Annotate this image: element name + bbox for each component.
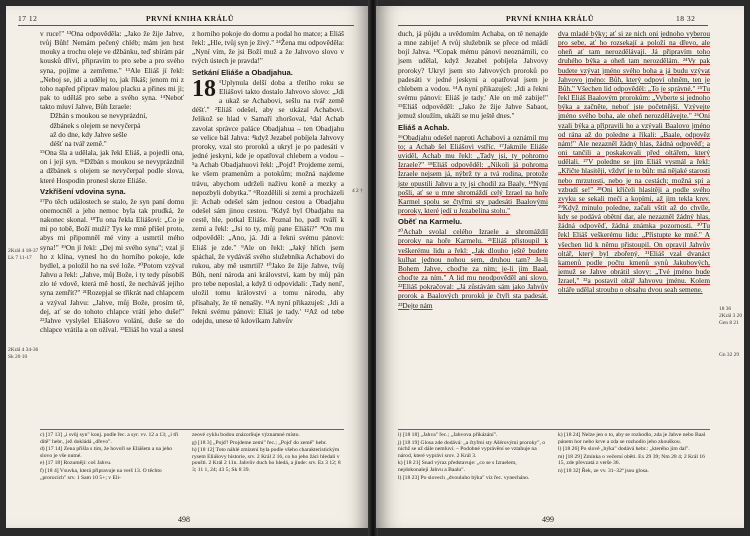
- left-footnotes-1: [40, 432, 184, 482]
- poem-line: džbánek s olejem se nevyčerpá: [50, 120, 141, 130]
- right-page: [376, 6, 744, 528]
- poem-line: Džbán s moukou se nevyprázdní,: [50, 111, 148, 121]
- paragraph: z horního pokoje do domu a podal ho matce; a Eliáš řekl: „Hle, tvůj syn je živý." ²⁴Žena mu odpověděla: „Nyní vím, že jsi Boží muž a že Jahvovo slovo v tvých ústech je pravda!": [192, 29, 344, 66]
- footnote: zeové cyklu bodou znázorňuje významné místo.: [192, 432, 300, 438]
- margin-ref: Sk 20 10: [8, 354, 28, 360]
- right-header-verse: 18 32: [676, 14, 696, 23]
- footnote: k) [18 24] Nelze jen o to, aby se rozhodlo, zda je Jahve nebo Baal pánem hor nebo krve a zda se rozhodlo jeho zkouškou.: [558, 432, 706, 445]
- footnote-rule: [398, 429, 710, 430]
- margin-ref: Gen 8 21: [719, 320, 739, 326]
- footnote-rule: [40, 429, 344, 430]
- paragraph: duch, já půjdu a uvědomím Achaba, on tě nenajde a mne zabije! A tvůj služebník se přece od mládí bojí Jahva. ¹³Copak mému pánovi neoznámili, co jsem udělal, když Jezabel pobíjela Jahvovy proroky? Ukryl jsem sto Jahvových proroků po padesáti v jedné jeskyni a opatřoval jsem je chlebem a vodou. ¹⁴A nyní přikazuješ: ‚Jdi a řekni svému pánovi: Eliáš je tady.' Ale on mě zabije!" ¹⁵Eliáš odpověděl: „Jako že žije Jahve Sabaot, jemuž sloužím, ukáži se mu ještě dnes.": [398, 29, 548, 121]
- chapter-text: ¹Uplynula delší doba a třetího roku se Eliášovi takto dostalo Jahvovo slovo: „Jdi a ukaž se Achabovi, sešlu na tvář země déšť." ²Eliáš odešel, aby se ukázal Achabovi. Jelikož se hlad v Samaří zhoršoval, ³dal Achab zavolat správce paláce Obadjahua – ten Obadjahu se velice bál Jahva: ⁴když Jezabel pobíjela Jahvovy proroky, vzal sto proroků a ukryl je po padesáti v jedné jeskyni, kde je opatřoval chlebem a vodou – ⁵a Achab Obadjahuovi řekl: „Pojď! Projdeme zemi, ke všem pramenům a potokům; možná najdeme trávu, abychom udrželi naživu koně a mezky a nepozbyli dobytka." ⁶Rozdělili si zemi a procházeli ji: Achab odešel sám jednou cestou a Obadjahu odešel sám jinou cestou. ⁷Když byl Obadjahu na cestě, hle, potkal Eliáše. Poznal ho, padl tváří k zemi a řekl: „Jsi to ty, můj pane Eliáši?" ⁸On mu odpověděl: „Ano, já. Jdi a řekni svému pánovi: Eliáš je zde." ⁹Ale on řekl: „Jaký hřích jsem spáchal, že vydáváš svého služebníka Achabovi do rukou, aby mě usmrtil? ¹⁰Jako že žije Jahve, tvůj Bůh, není národa ani království, kam by můj pán pro tebe neposlal, a když ti odpovídali: ‚Tady není', uložil tomu království a tomu národu, aby přísahaly, že tě nenašly. ¹¹A nyní přikazuješ: ‚Jdi a řekni svému pánovi: Eliáš je tady.' ¹²Až od tebe odejdu, unese tě kdovíkam Jahvův: [192, 77, 344, 325]
- margin-ref: Lk 7 11-17: [8, 255, 32, 261]
- left-page-number: 498: [178, 515, 190, 524]
- paragraph: [192, 75, 344, 325]
- left-page: [6, 6, 370, 528]
- left-header-verse: 17 12: [18, 14, 38, 23]
- right-column-1: [398, 29, 548, 310]
- chapter-number: 18: [192, 75, 216, 102]
- footnote: l) [18 23] Po slovech „dvouluho býka" viz řec. vynecháno.: [398, 474, 530, 481]
- footnote: g) [18 3] „Pojď! Projdeme zemi" řec.; „Pojď do země" hebr.: [192, 439, 327, 446]
- margin-ref: 18 36: [719, 306, 732, 312]
- footnote: l) [18 26] Po slově „býka" dodává hebr.: „kterého jim dal".: [558, 446, 690, 453]
- margin-ref: 4 2 †: [352, 188, 363, 194]
- margin-ref: 2Král 4 34-36: [8, 347, 39, 353]
- section-heading: Eliáš a Achab.: [398, 122, 450, 132]
- right-column-2: [558, 29, 710, 295]
- right-footnotes-1: [398, 432, 548, 482]
- left-footnotes-2: [192, 432, 344, 475]
- right-page-number: 499: [542, 515, 554, 524]
- margin-ref: 2Král 3 20: [719, 313, 743, 319]
- poem-line: až do dne, kdy Jahve sešle: [50, 129, 127, 139]
- section-heading: Vzkříšení vdovina syna.: [40, 186, 126, 196]
- footnote: k) [18 21] Snad výraz představuje: „co se s Izraelem, nejdokonaleji Jahvu a Baalu".: [398, 460, 517, 473]
- paragraph-underlined: ¹⁶Obadjahu odešel naproti Achabovi a oznámil mu to; a Achab šel Eliášovi vstříc. ¹⁷Jakmile Eliáše uviděl, Achab mu řekl: „Tady jsi, ty pohromo Izraele?" ¹⁸Eliáš odpověděl: „Nikoli já pohroma Izraele nejsem já, nýbrž ty a tvá rodina, protože jste opustili Jahvu a ty jsi chodil za Baaly. ¹⁹Nyní pošli, ať se u mne shromáždí celý Izrael na hoře Karmel spolu se čtyřmi sty padesáti Baalovými proroky, které jedí u Jezabelina stolu.": [398, 132, 548, 215]
- right-header-rule: [398, 25, 708, 26]
- footnote: f) [18 4] Vsuvka, která připravuje na verš 13. O těchto „prorocích" srv. 1 Sam 10 5+; v Eli-: [40, 467, 162, 481]
- left-running-title: PRVNÍ KNIHA KRÁLŮ: [146, 14, 234, 23]
- footnote: h) [18 12] Toto náhlé zmizení byla podle všeho charakteristickým rysem Eliášovy historie, srv. 2 Král 2 16, co ho jeho žáci hledali v poušti. 2 Král 2 11n. Jahvův duch ho hledá, a jinde: srv. Ez 3 12; 8 3; 11 1, 24; 43 5; Sk 8 39.: [192, 447, 341, 473]
- paragraph-underlined: dva mladé býky; ať si ze nich oni jednoho vyberou pro sebe, ať ho rozsekají a položí na dřevo, ale oheň ať tam nerozdělávají. Já připravím toho druhého býka a oheň tam nerozdělám. ²⁴Vy pak budete vzývat jméno svého boha a já budu vzývat Jahvovo jméno: Bůh, který odpoví ohněm, ten je Bůh." Všechen lid odpověděl: „To je správné." ²⁵Tu řekl Eliáš Baalovým prorokům: „Vyberte si jednoho býka a začněte, neboť jste početnější. Vzývejte jméno svého boha, ale oheň nerozdělávejte." ²⁶Oni vzali býka a připravili ho a vzývali Baalovo jméno od rána až do poledne a říkali: „Baale, odpověz nám!" Ale nezazněl žádný hlas, žádná odpověď; a oni tančili a poskakovali před oltářem, který udělali. ²⁷V poledne se jim Eliáš vysmál a řekl: „Křičte hlasitěji, vždyť je to bůh: má nějaké starosti nebo mrzutosti, nebo je na cestách; možná spí a vzbudí se!" ²⁸Oni křičeli hlasitěji a podle svého zvyku se sekali mečí a kopími, až jim tekla krev. ²⁹Když minulo poledne, začali vštít až do chvíle, kdy se podává obětní dar, ale nezazněl žádný hlas, žádná odpověď, žádná známka pozornosti. ³⁰Tu řekl Eliáš veškerému lidu: „Přistupte ke mně." A všechen lid k němu přistoupil. On opravil Jahvův oltář, který byl zbořený. ³¹Eliáš vzal dvanáct kamenů podle počtu kmenů synů Jakubových, jemuž se Jahve obrátil slovy: „Tvé jméno bude Izrael," ³²a postavil oltář Jahvovu jménu. Kolem oltáře udělal strouhu o obsahu dvou seah semene.: [558, 29, 710, 295]
- paragraph: v ruce!" ¹³Ona odpověděla: „Jako že žije Jahve, tvůj Bůh! Nemám pečený chléb; mám jen hrst mouky a trochu oleje ve džbánku, teď sbírám pár kousků dříví, připravím to pro sebe a pro svého syna, pojíme a zemřeme." ¹³Ale Eliáš jí řekl: „Neboj se, jdi a udělej to, jak říkáš; jenom mi z toho napřed připrav malou placku a přines mi ji; pak to uděláš pro sebe a svého syna. ¹⁴Neboť takto mluví Jahve, Bůh Izraele:: [40, 29, 184, 112]
- left-column-2: [192, 29, 344, 325]
- paragraph: ¹⁵Ona šla a udělala, jak řekl Eliáš, a pojedli ona, on i její syn. ¹⁶Džbán s moukou se nevyprázdnil a džbánek s olejem se nevyčerpal podle slova, které Hospodin pronesl skrze Eliáše.: [40, 148, 184, 185]
- footnote: d) [17 14] Zena přišla s tím, že hovoří se Eliášem a na jeho slovo je vše nutné.: [40, 446, 173, 459]
- margin-ref: 2Král 4 18-37: [8, 248, 39, 254]
- footnote: i) [18 18] „Jahva" řec.; „Jahvova přikázání".: [398, 432, 498, 438]
- footnote: m) [18 29] Zmínka o večerní oběti. Ex 29 39; Nm 28 4; 2 Král 16 15, zde převzatá z verše 36.: [558, 453, 705, 467]
- right-running-title: PRVNÍ KNIHA KRÁLŮ: [506, 14, 594, 23]
- footnote: c) [17 13] „i svůj syn" konj. podle řec. a syr. vv. 12 a 13; „i tři dítě" hebr., jež dokládá „dřevo".: [40, 432, 179, 445]
- poem-line: déšť na tvář země.": [50, 138, 107, 148]
- section-heading: Oběť na Karmelu.: [398, 217, 462, 227]
- paragraph: ¹⁷Po těch událostech se stalo, že syn paní domu onemocněl a jeho nemoc byla tak prudká, že nakonec skonal. ¹⁸Tu ona řekla Eliášovi: „Co je mi po tobě, Boží muži? Tys ke mně přišel proto, abys mi připomněl mé viny a usmrtil mého syna!" ¹⁹On jí řekl: „Dej mi svého syna"; vzal jí ho z klína, vynesl ho do horního pokoje, kde bydlel, a položil ho na své lože. ²⁰Potom vzýval Jahvu a řekl: „Jahve, můj Bože, i ty tedy působíš zlo té vdově, která mě hostí, že necháváš jejího syna zemřít?" ²¹Rozepjal se třikrát nad chlapcem a vzýval Jahvu: „Jahve, můj Bože, prosím tě, dej, ať se do tohoto chlapce vrátí jeho duše!" ²²Jahve vyslyšel Eliášovo volání, duše se do chlapce vrátila a on ožíval. ²³Eliáš ho vzal a snesl: [40, 196, 184, 334]
- footnote: j) [18 19] Glosa zde dodává: „a čtyřmi sty Ašérovými proroky", o nichž se už dále nemluví. – Podobné vyprávění se vztahuje na národ, které vypráví srov. 2 Král 3.: [398, 439, 546, 459]
- left-header-rule: [18, 25, 354, 26]
- right-footnotes-2: [558, 432, 710, 476]
- left-column-1: [40, 29, 184, 334]
- margin-ref: Gn 32 29: [719, 352, 740, 358]
- section-heading: Setkání Eliáše a Obadjahua.: [192, 67, 293, 77]
- footnote: e) [17 18] Rozumějí: coš Jahvu.: [40, 460, 112, 467]
- paragraph-underlined: ²⁰Achab svolal celého Izraele a shromáždil proroky na hoře Karmelu. ²¹Eliáš přistoupil k veškerému lidu a řekl: „Jak dlouho ještě budete kulhat jednou nohou sem, druhou tam? Je-li Bohem Jahve, choďte za ním; je-li jím Baal, choďte za ním." A lid mu neodpověděl ani slovo. ²²Eliáš pokračoval: „Já zůstávám sám jako Jahvův prorok a Baalových proroků je čtyři sta padesát. ²³Dejte nám: [398, 227, 548, 310]
- footnote: n) [18 32] Řek, ze vv. 31–32ª jsou glosa.: [558, 467, 649, 474]
